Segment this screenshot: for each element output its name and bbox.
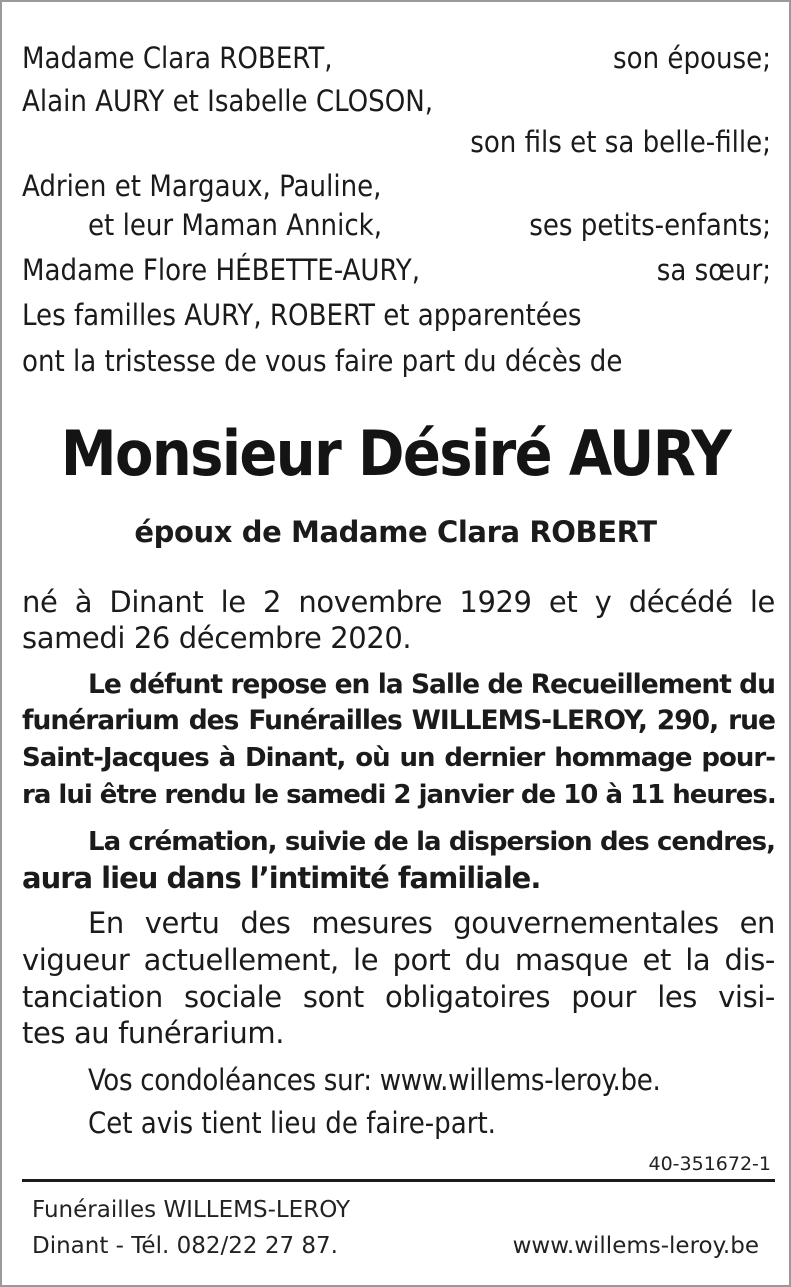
son-names: Alain AURY et Isabelle CLOSON, [22,84,434,118]
footer-divider [22,1179,775,1182]
sister-relation: sa sœur; [656,253,771,287]
repose-line-1: Le défunt repose en la Salle de Recueillement du [88,669,775,700]
repose-line-4: ra lui être rendu le samedi 2 janvier de 10 à 11 heures. [22,780,776,810]
condolences-text: Vos condoléances sur: www.willems-leroy.be. [88,1063,661,1097]
measures-line-4: tes au funérarium. [22,1016,285,1050]
condolences-line [88,1060,771,1100]
family-line-sister [22,250,771,290]
measures-line-2: vigueur actuellement, le port du masque et la dis- [22,943,775,977]
wife-name: Madame Clara ROBERT, [22,41,333,75]
sister-name: Madame Flore HÉBETTE-AURY, [22,253,420,287]
reference-number: 40-351672-1 [648,1153,771,1175]
footer-address-phone: Dinant - Tél. 082/22 27 87. [32,1233,338,1259]
notice-line [88,1103,771,1143]
footer-website: www.willems-leroy.be [512,1233,759,1259]
wife-relation: son épouse; [613,41,771,75]
cremation-line-2: aura lieu dans l’intimité familiale. [22,861,541,895]
repose-line-2: funérarium des Funérailles WILLEMS-LEROY, 290, rue [22,705,775,736]
son-relation: son fils et sa belle-fille; [470,125,771,159]
family-line-son-relation [22,122,771,162]
birth-line-1: né à Dinant le 2 novembre 1929 et y décédé le [22,585,775,619]
deceased-spouse: époux de Madame Clara ROBERT [134,515,657,549]
repose-line-3: Saint-Jacques à Dinant, où un dernier hommage pour- [22,743,775,773]
notice-text: Cet avis tient lieu de faire-part. [88,1106,496,1140]
grandchildren-relation: ses petits-enfants; [529,208,771,242]
grandchildren-mother: et leur Maman Annick, [88,208,383,242]
announcement-text: ont la tristesse de vous faire part du décès de [22,344,623,378]
cremation-line-1: La crémation, suivie de la dispersion des cendres, [88,827,775,857]
family-line-announcement [22,341,771,381]
measures-line-3: tanciation sociale sont obligatoires pour les visi- [22,980,775,1014]
family-line-wife [22,38,771,78]
families-text: Les familles AURY, ROBERT et apparentées [22,298,582,332]
measures-line-1: En vertu des mesures gouvernementales en [88,906,775,940]
grandchildren-names: Adrien et Margaux, Pauline, [22,169,382,203]
deceased-name: Monsieur Désiré AURY [60,418,731,491]
family-line-son [22,81,771,121]
footer-company: Funérailles WILLEMS-LEROY [32,1197,351,1223]
birth-line-2: samedi 26 décembre 2020. [22,621,412,655]
family-line-grandchildren-2 [22,205,771,245]
family-line-families [22,295,771,335]
family-line-grandchildren [22,166,771,206]
